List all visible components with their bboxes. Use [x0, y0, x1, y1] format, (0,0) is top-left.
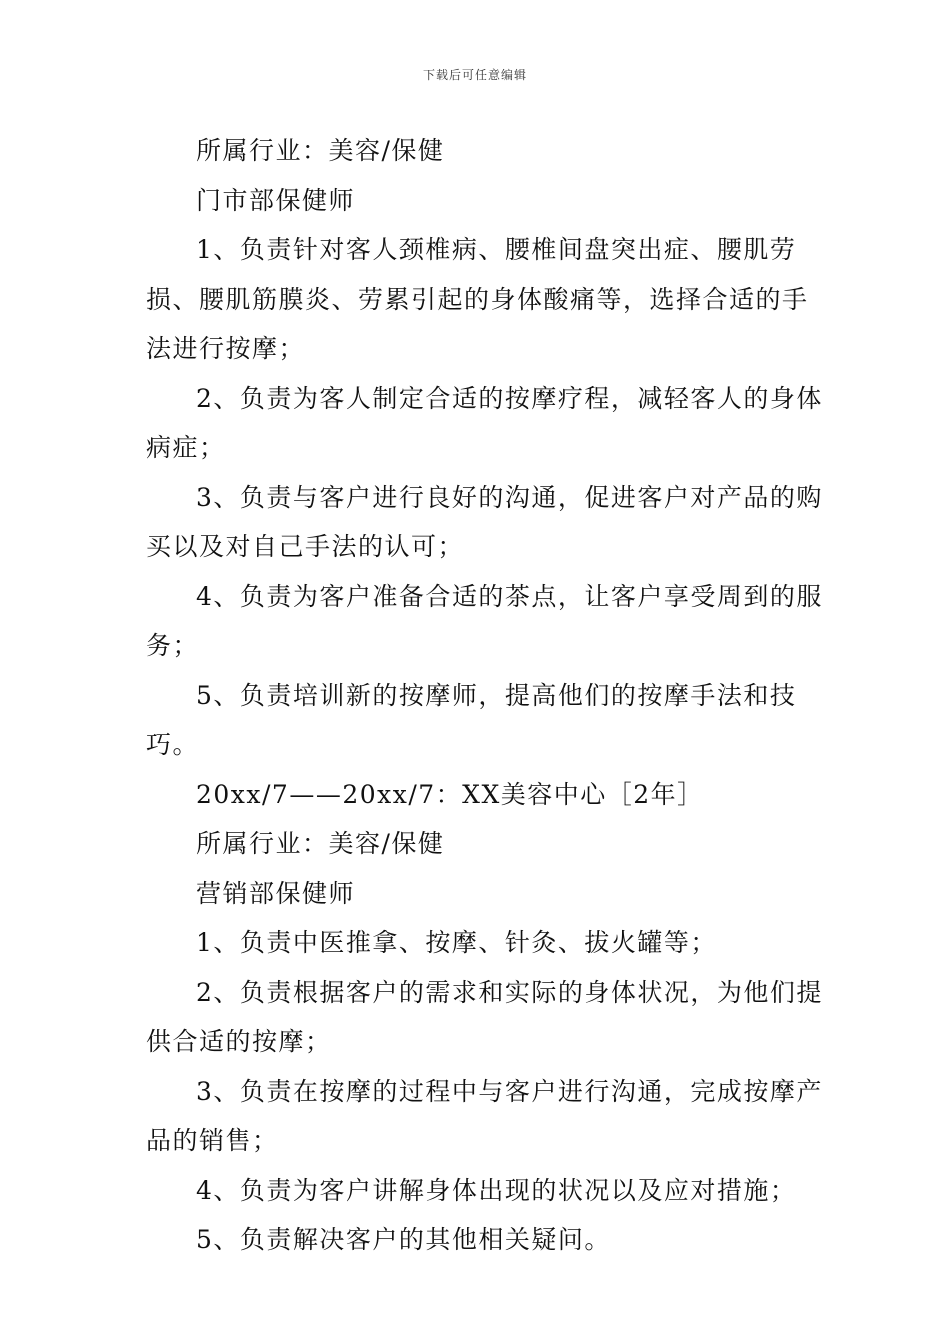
page-header-note: 下载后可任意编辑: [422, 68, 527, 82]
duty-item: 5、负责解决客户的其他相关疑问。: [196, 1225, 611, 1254]
industry-line: 所属行业：美容/保健: [196, 136, 445, 165]
position-title: 营销部保健师: [196, 878, 356, 908]
duty-item: 1、负责中医推拿、按摩、针灸、拔火罐等；: [196, 928, 717, 957]
document-body: [146, 126, 826, 1265]
duty-item: 1、负责针对客人颈椎病、腰椎间盘突出症、腰肌劳损、腰肌筋膜炎、劳累引起的身体酸痛等，选择合适的手法进行按摩；: [146, 235, 809, 363]
industry-line: 所属行业：美容/保健: [196, 829, 445, 858]
duty-item: 2、负责根据客户的需求和实际的身体状况，为他们提供合适的按摩；: [146, 977, 823, 1056]
duty-item: 3、负责与客户进行良好的沟通，促进客户对产品的购买以及对自己手法的认可；: [146, 482, 823, 561]
duty-item: 4、负责为客户讲解身体出现的状况以及应对措施；: [196, 1175, 797, 1205]
duty-item: 5、负责培训新的按摩师，提高他们的按摩手法和技巧。: [146, 680, 797, 759]
employment-period: 20xx/7——20xx/7：XX美容中心［2年］: [196, 779, 704, 809]
duty-item: 4、负责为客户准备合适的茶点，让客户享受周到的服务；: [146, 581, 823, 660]
position-title: 门市部保健师: [196, 185, 356, 215]
duty-item: 2、负责为客人制定合适的按摩疗程，减轻客人的身体病症；: [146, 383, 823, 462]
duty-item: 3、负责在按摩的过程中与客户进行沟通，完成按摩产品的销售；: [146, 1076, 823, 1155]
